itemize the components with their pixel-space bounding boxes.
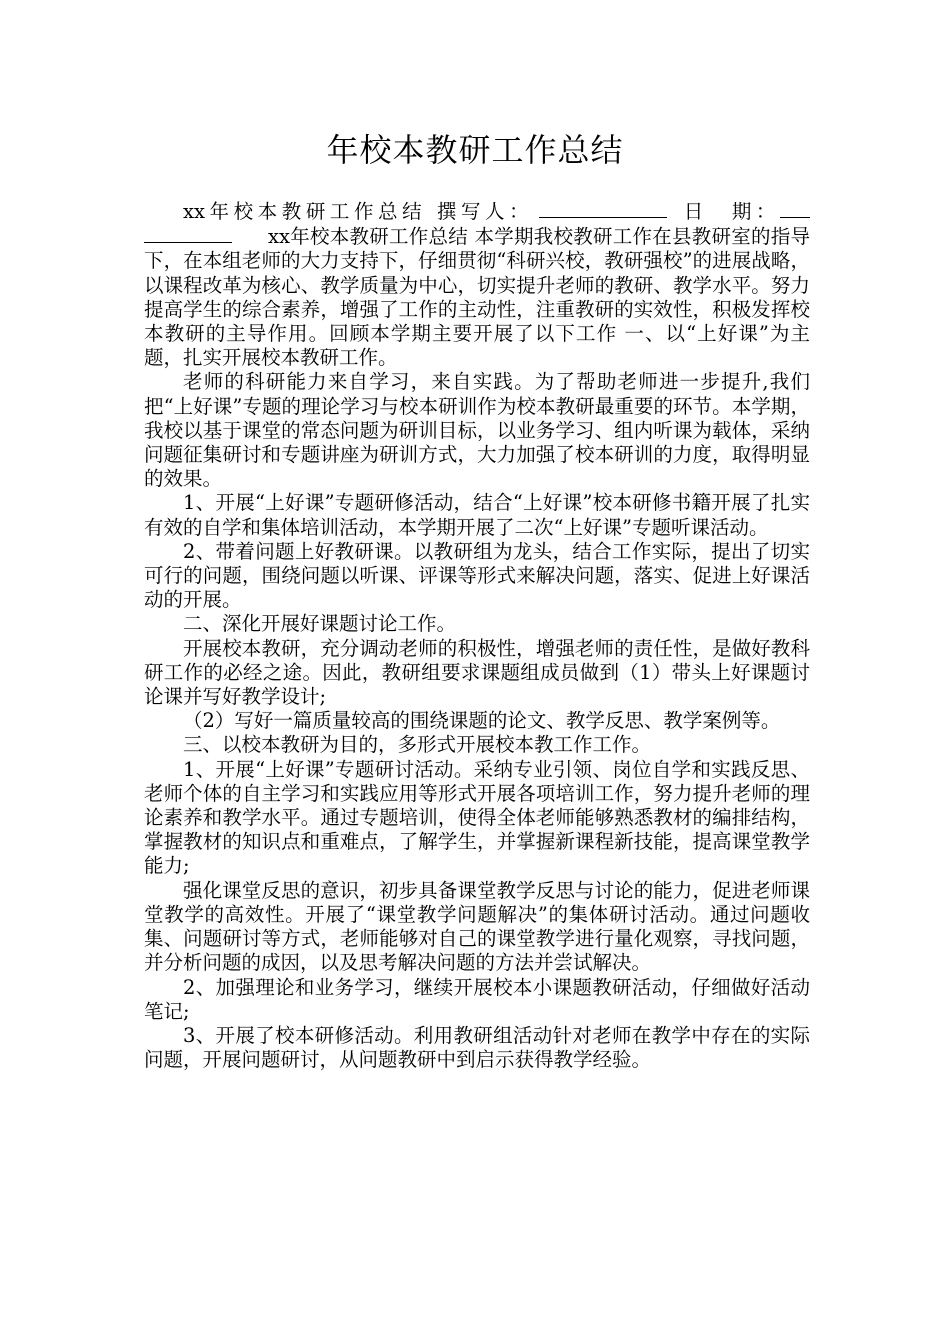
section-heading: 二、深化开展好课题讨论工作。 bbox=[183, 612, 457, 636]
paragraph: 2、加强理论和业务学习，继续开展校本小课题教研活动，仔细做好活动笔记; bbox=[144, 975, 810, 1023]
paragraph: （2）写好一篇质量较高的围绕课题的论文、教学反思、教学案例等。 bbox=[183, 709, 781, 733]
paragraph: 3、开展了校本研修活动。利用教研组活动针对老师在教学中存在的实际问题，开展问题研讨，从问题教研中到启示获得教学经验。 bbox=[144, 1023, 810, 1072]
paragraph: 强化课堂反思的意识，初步具备课堂教学反思与讨论的能力，促进老师课堂教学的高效性。开展了“课堂教学问题解决”的集体研讨活动。通过问题收集、问题研讨等方式，老师能够对自己的课堂教学进行量化观察，寻找问题，并分析问题的成因，以及思考解决问题的方法并尝试解决。 bbox=[144, 878, 810, 975]
author-blank bbox=[539, 199, 667, 218]
paragraph: 1、开展“上好课”专题研讨活动。采纳专业引领、岗位自学和实践反思、老师个体的自主学习和实践应用等形式开展各项培训工作，努力提升老师的理论素养和教学水平。通过专题培训，使得全体老师能够熟悉教材的编排结构，掌握教材的知识点和重难点，了解学生，并掌握新课程新技能，提高课堂教学能力; bbox=[144, 757, 810, 878]
paragraph: 开展校本教研，充分调动老师的积极性，增强老师的责任性，是做好教科研工作的必经之途。因此，教研组要求课题组成员做到（1）带头上好课题讨论课并写好教学设计; bbox=[144, 636, 810, 709]
paragraph: 老师的科研能力来自学习，来自实践。为了帮助老师进一步提升,我们把“上好课”专题的理论学习与校本研训作为校本教研最重要的环节。本学期，我校以基于课堂的常态问题为研训目标，以业务学习、组内听课为载体，采纳问题征集研讨和专题讲座为研训方式，大力加强了校本研训的力度，取得明显的效果。 bbox=[144, 370, 810, 491]
document-title: 年校本教研工作总结 bbox=[326, 131, 624, 169]
paragraph: 1、开展“上好课”专题研修活动，结合“上好课”校本研修书籍开展了扎实有效的自学和集体培训活动，本学期开展了二次“上好课”专题听课活动。 bbox=[144, 491, 810, 539]
date-blank bbox=[780, 199, 810, 218]
header-paragraph bbox=[144, 199, 810, 370]
header-lead: xx年校本教研工作总结 撰写人： bbox=[183, 200, 534, 223]
document-body bbox=[144, 199, 810, 1072]
section-heading: 三、以校本教研为目的，多形式开展校本教工作工作。 bbox=[183, 733, 652, 757]
intro-text: xx年校本教研工作总结 本学期我校教研工作在县教研室的指导下，在本组老师的大力支持下，仔细贯彻“科研兴校，教研强校”的进展战略，以课程改革为核心、教学质量为中心，切实提升老师的教研、教学水平。努力提高学生的综合素养，增强了工作的主动性，注重教研的实效性，积极发挥校本教研的主导作用。回顾本学期主要开展了以下工作 一、以“上好课”为主题，扎实开展校本教研工作。 bbox=[144, 225, 810, 370]
paragraph: 2、带着问题上好教研课。以教研组为龙头，结合工作实际，提出了切实可行的问题，围绕问题以听课、评课等形式来解决问题，落实、促进上好课活动的开展。 bbox=[144, 539, 810, 612]
date-label: 日 期： bbox=[679, 200, 780, 223]
date-blank-continued bbox=[144, 224, 232, 243]
